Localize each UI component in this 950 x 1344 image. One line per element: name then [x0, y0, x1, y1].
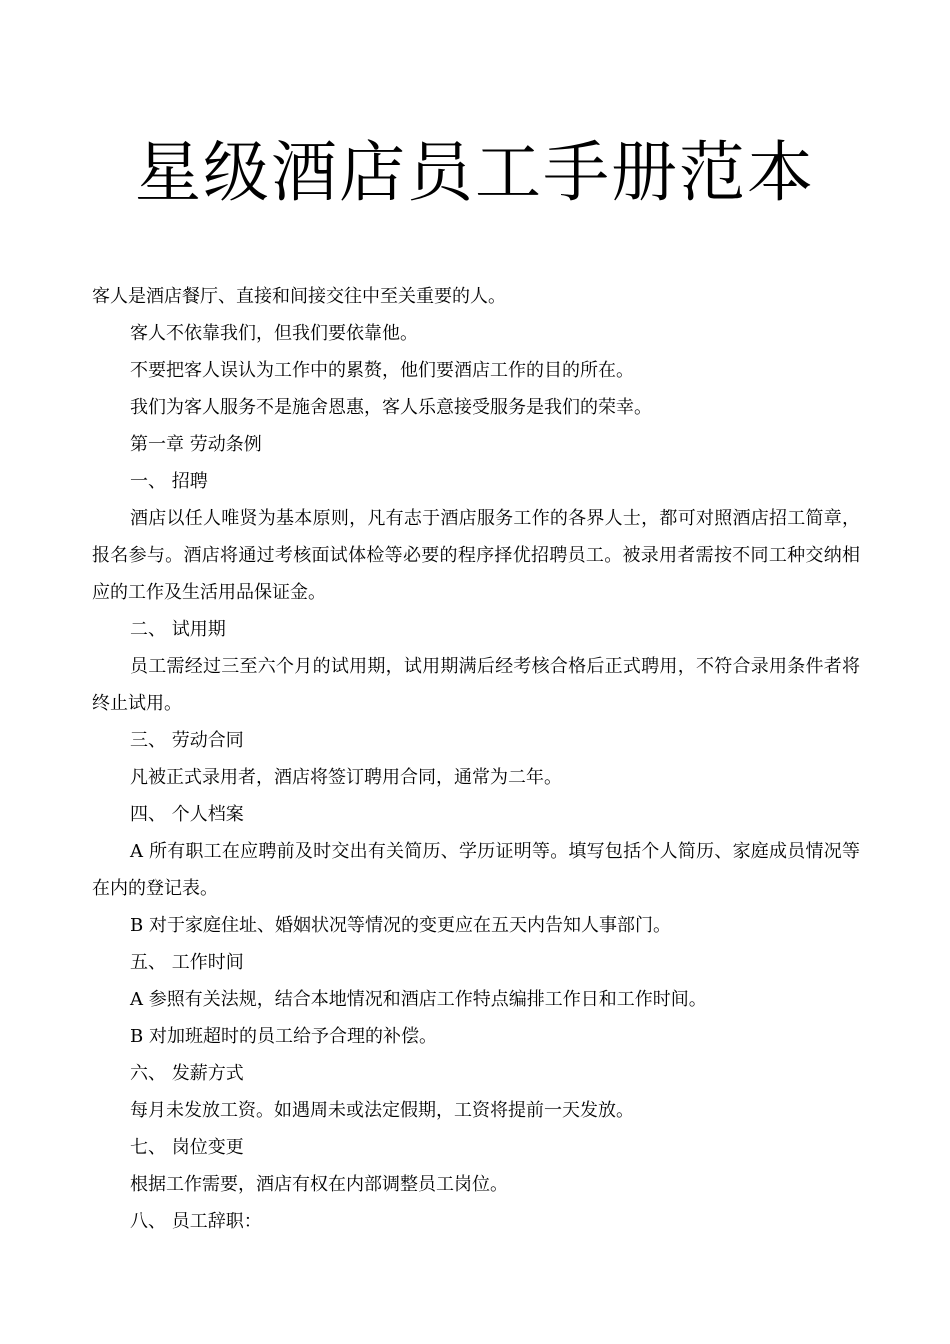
intro-paragraph: 客人不依靠我们，但我们要依靠他。 [130, 323, 418, 344]
section-paragraph: A 参照有关法规，结合本地情况和酒店工作特点编排工作日和工作时间。 [130, 989, 707, 1010]
section-paragraph: 根据工作需要，酒店有权在内部调整员工岗位。 [130, 1174, 508, 1195]
section-heading-contract: 三、 劳动合同 [130, 730, 244, 751]
section-paragraph: 凡被正式录用者，酒店将签订聘用合同，通常为二年。 [130, 767, 562, 788]
document-title: 星级酒店员工手册范本 [135, 134, 815, 211]
section-heading-position-change: 七、 岗位变更 [130, 1137, 244, 1158]
section-heading-probation: 二、 试用期 [130, 619, 226, 640]
section-paragraph: A 所有职工在应聘前及时交出有关简历、学历证明等。填写包括个人简历、家庭成员情况等在内的登记表。 [92, 841, 860, 899]
section-heading-personal-file: 四、 个人档案 [130, 804, 244, 825]
intro-paragraph: 客人是酒店餐厅、直接和间接交往中至关重要的人。 [92, 286, 506, 307]
intro-paragraph: 我们为客人服务不是施舍恩惠，客人乐意接受服务是我们的荣幸。 [130, 397, 652, 418]
section-paragraph: B 对加班超时的员工给予合理的补偿。 [130, 1026, 437, 1047]
section-paragraph: B 对于家庭住址、婚姻状况等情况的变更应在五天内告知人事部门。 [130, 915, 671, 936]
section-heading-resignation: 八、 员工辞职： [130, 1211, 262, 1232]
section-heading-payment: 六、 发薪方式 [130, 1063, 244, 1084]
section-paragraph: 酒店以任人唯贤为基本原则，凡有志于酒店服务工作的各界人士，都可对照酒店招工简章，报名参与。酒店将通过考核面试体检等必要的程序择优招聘员工。被录用者需按不同工种交纳相应的工作及生活用品保证金。 [92, 508, 860, 603]
section-paragraph: 每月未发放工资。如遇周未或法定假期，工资将提前一天发放。 [130, 1100, 634, 1121]
document-body [92, 278, 860, 1240]
section-heading-working-hours: 五、 工作时间 [130, 952, 244, 973]
section-heading-recruitment: 一、 招聘 [130, 471, 208, 492]
chapter-heading: 第一章 劳动条例 [130, 434, 262, 455]
section-paragraph: 员工需经过三至六个月的试用期，试用期满后经考核合格后正式聘用，不符合录用条件者将终止试用。 [92, 656, 860, 714]
intro-paragraph: 不要把客人误认为工作中的累赘，他们要酒店工作的目的所在。 [130, 360, 634, 381]
